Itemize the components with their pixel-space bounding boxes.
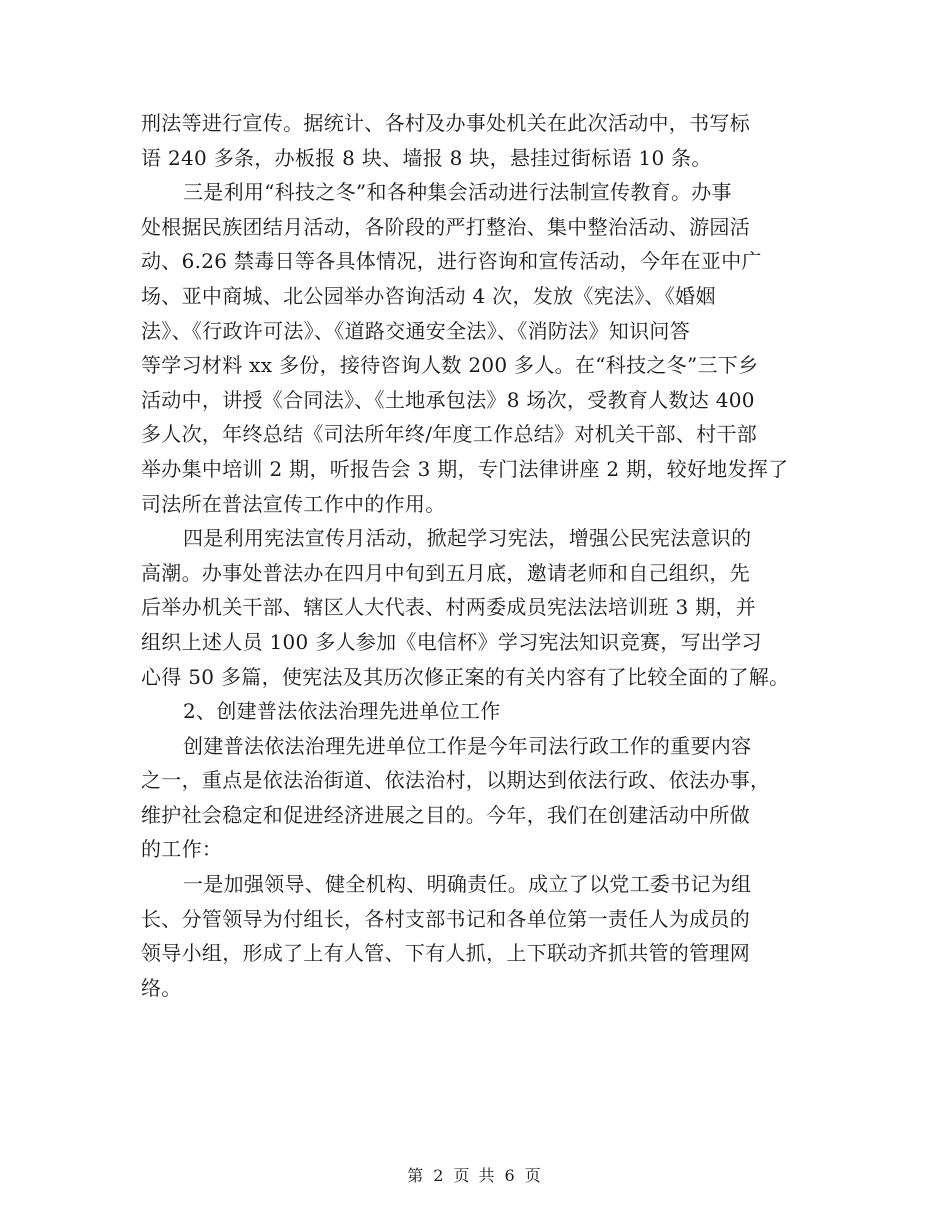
text-line: 处根据民族团结月活动，各阶段的严打整治、集中整治活动、游园活 xyxy=(141,214,750,239)
text-line: 等学习材料 xx 多份，接待咨询人数 200 多人。在“科技之冬”三下乡 xyxy=(141,353,759,378)
text-line: 组织上述人员 100 多人参加《电信杯》学习宪法知识竞赛，写出学习 xyxy=(141,629,762,654)
text-line: 法》、《行政许可法》、《道路交通安全法》、《消防法》知识问答 xyxy=(141,318,690,343)
page-number-total: 6 xyxy=(504,1166,517,1185)
text-line: 多人次，年终总结《司法所年终/年度工作总结》对机关干部、村干部 xyxy=(141,422,758,447)
page-number-suffix: 页 xyxy=(524,1166,543,1185)
paragraph-start-line: 四是利用宪法宣传月活动，掀起学习宪法，增强公民宪法意识的 xyxy=(183,526,752,551)
text-line: 司法所在普法宣传工作中的作用。 xyxy=(141,491,446,516)
paragraph-start-line: 三是利用“科技之冬”和各种集会活动进行法制宣传教育。办事 xyxy=(183,180,732,205)
document-body xyxy=(141,106,809,1005)
text-line: 长、分管领导为付组长，各村支部书记和各单位第一责任人为成员的 xyxy=(141,906,750,931)
text-line: 场、亚中商城、北公园举办咨询活动 4 次，发放《宪法》、《婚姻 xyxy=(141,283,716,308)
text-line: 刑法等进行宣传。据统计、各村及办事处机关在此次活动中，书写标 xyxy=(141,111,750,135)
text-line: 络。 xyxy=(141,975,182,1000)
text-line: 活动中，讲授《合同法》、《土地承包法》8 场次，受教育人数达 400 xyxy=(141,387,755,412)
paragraph-start-line: 创建普法依法治理先进单位工作是今年司法行政工作的重要内容 xyxy=(183,733,752,758)
text-line: 举办集中培训 2 期，听报告会 3 期，专门法律讲座 2 期，较好地发挥了 xyxy=(141,456,789,481)
text-line: 之一，重点是依法治街道、依法治村，以期达到依法行政、依法办事， xyxy=(141,768,771,793)
page-number-middle: 页 共 xyxy=(453,1166,497,1185)
page-number-prefix: 第 xyxy=(407,1166,426,1185)
text-line: 动、6.26 禁毒日等各具体情况，进行咨询和宣传活动，今年在亚中广 xyxy=(141,249,762,274)
page-footer xyxy=(0,1163,950,1186)
text-line: 后举办机关干部、辖区人大代表、村两委成员宪法法培训班 3 期，并 xyxy=(141,595,757,620)
text-line: 语 240 多条，办板报 8 块、墙报 8 块，悬挂过街标语 10 条。 xyxy=(141,145,712,170)
paragraph-start-line: 一是加强领导、健全机构、明确责任。成立了以党工委书记为组 xyxy=(183,872,752,897)
text-line: 维护社会稳定和促进经济进展之目的。今年，我们在创建活动中所做 xyxy=(141,802,750,827)
text-line: 高潮。办事处普法办在四月中旬到五月底，邀请老师和自己组织，先 xyxy=(141,560,750,585)
text-line: 心得 50 多篇，使宪法及其历次修正案的有关内容有了比较全面的了解。 xyxy=(141,664,790,689)
text-line: 的工作： xyxy=(141,837,223,862)
page-number-current: 2 xyxy=(433,1166,446,1185)
section-heading: 2、创建普法依法治理先进单位工作 xyxy=(183,699,501,724)
text-line: 领导小组，形成了上有人管、下有人抓，上下联动齐抓共管的管理网 xyxy=(141,941,750,966)
